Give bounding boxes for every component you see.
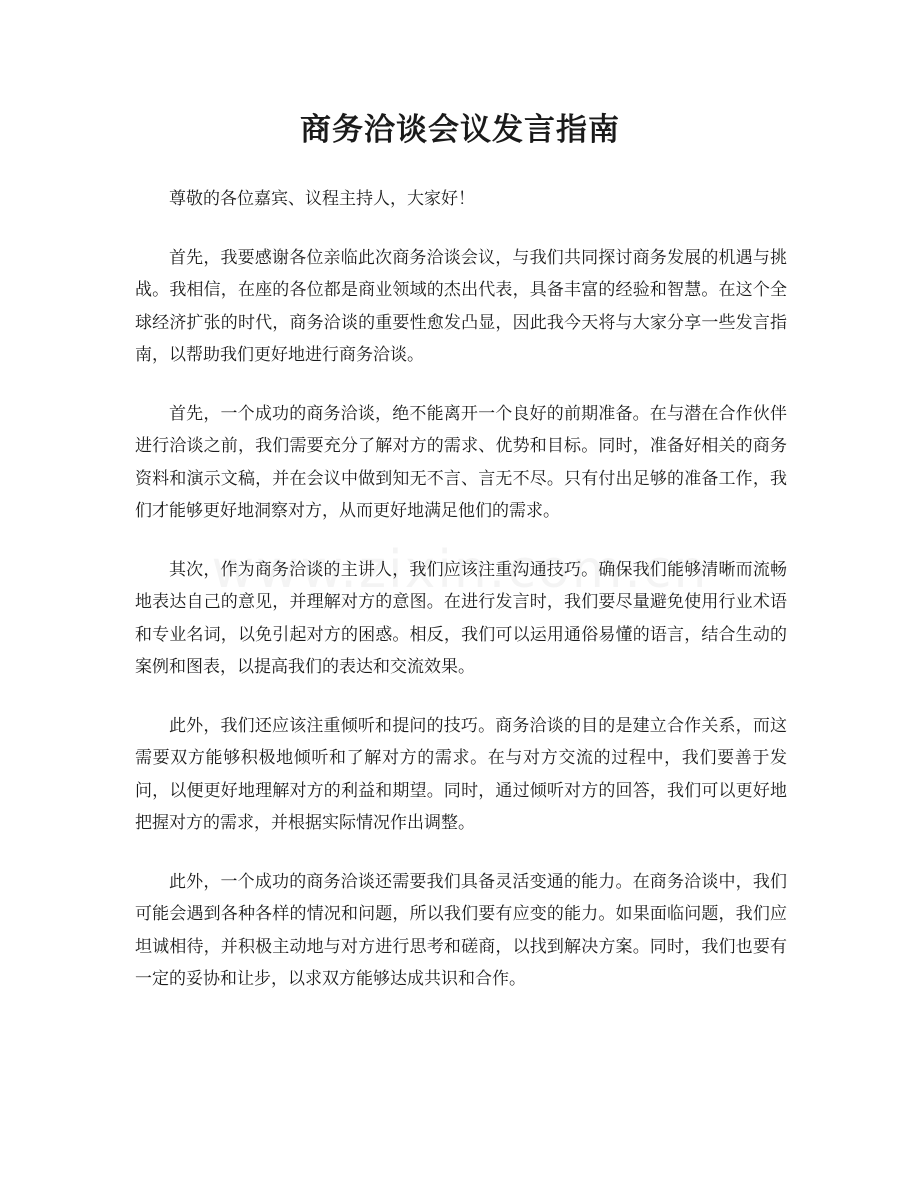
- paragraph-3: 其次，作为商务洽谈的主讲人，我们应该注重沟通技巧。确保我们能够清晰而流畅地表达自己的意见，并理解对方的意图。在进行发言时，我们要尽量避免使用行业术语和专业名词，以免引起对方的困惑。相反，我们可以运用通俗易懂的语言，结合生动的案例和图表，以提高我们的表达和交流效果。: [135, 559, 787, 677]
- paragraph-4: 此外，我们还应该注重倾听和提问的技巧。商务洽谈的目的是建立合作关系，而这需要双方能够积极地倾听和了解对方的需求。在与对方交流的过程中，我们要善于发问，以便更好地理解对方的利益和期望。同时，通过倾听对方的回答，我们可以更好地把握对方的需求，并根据实际情况作出调整。: [135, 715, 787, 833]
- document-title: 商务洽谈会议发言指南: [300, 112, 620, 148]
- paragraph-5: 此外，一个成功的商务洽谈还需要我们具备灵活变通的能力。在商务洽谈中，我们可能会遇到各种各样的情况和问题，所以我们要有应变的能力。如果面临问题，我们应坦诚相待，并积极主动地与对方进行思考和磋商，以找到解决方案。同时，我们也要有一定的妥协和让步，以求双方能够达成共识和合作。: [135, 871, 787, 989]
- paragraph-2: 首先，一个成功的商务洽谈，绝不能离开一个良好的前期准备。在与潜在合作伙伴进行洽谈之前，我们需要充分了解对方的需求、优势和目标。同时，准备好相关的商务资料和演示文稿，并在会议中做到知无不言、言无不尽。只有付出足够的准备工作，我们才能够更好地洞察对方，从而更好地满足他们的需求。: [135, 403, 787, 521]
- document-body: [135, 183, 787, 1022]
- paragraph-1: 首先，我要感谢各位亲临此次商务洽谈会议，与我们共同探讨商务发展的机遇与挑战。我相信，在座的各位都是商业领域的杰出代表，具备丰富的经验和智慧。在这个全球经济扩张的时代，商务洽谈的重要性愈发凸显，因此我今天将与大家分享一些发言指南，以帮助我们更好地进行商务洽谈。: [135, 247, 787, 365]
- paragraph-greeting: 尊敬的各位嘉宾、议程主持人，大家好！: [169, 189, 475, 209]
